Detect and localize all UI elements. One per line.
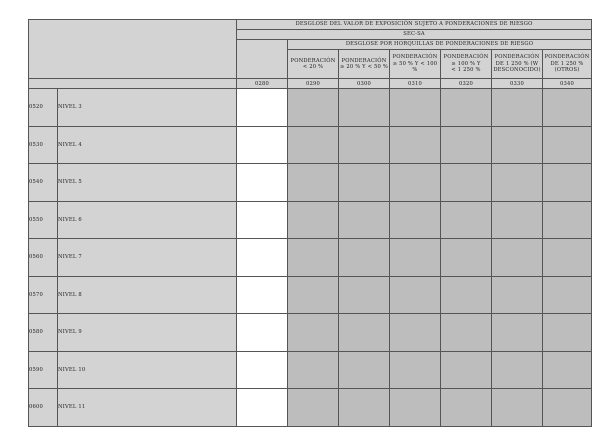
weight-range: < 20 % [302,64,324,70]
shaded-cell-0290 [288,126,339,164]
shaded-cell-0340 [543,276,592,314]
header-weight-100-1250 [441,50,492,79]
row-code: 0540 [29,164,58,202]
column-code: 0280 [237,79,288,89]
row-code: 0530 [29,126,58,164]
header-weight-lt20 [288,50,339,79]
table-row [29,389,592,427]
table-row [29,239,592,277]
shaded-cell-0310 [390,164,441,202]
shaded-cell-0310 [390,389,441,427]
row-code: 0550 [29,201,58,239]
row-code: 0520 [29,89,58,127]
shaded-cell-0290 [288,164,339,202]
shaded-cell-0320 [441,126,492,164]
column-code: 0330 [492,79,543,89]
weight-range-2: (OTROS) [554,67,580,74]
shaded-cell-0330 [492,351,543,389]
shaded-cell-0310 [390,351,441,389]
input-cell-0280[interactable] [237,89,288,127]
weight-title: PONDERACIÓN [494,54,540,61]
shaded-cell-0330 [492,164,543,202]
shaded-cell-0300 [339,276,390,314]
header-weight-1250-unknown [492,50,543,79]
shaded-cell-0320 [441,389,492,427]
row-label: NIVEL 8 [58,276,237,314]
shaded-cell-0300 [339,314,390,352]
shaded-cell-0330 [492,201,543,239]
table-row [29,89,592,127]
shaded-cell-0300 [339,351,390,389]
row-label: NIVEL 9 [58,314,237,352]
shaded-cell-0310 [390,201,441,239]
shaded-cell-0320 [441,314,492,352]
row-label: NIVEL 4 [58,126,237,164]
shaded-cell-0290 [288,314,339,352]
shaded-cell-0290 [288,276,339,314]
row-label: NIVEL 3 [58,89,237,127]
shaded-cell-0340 [543,351,592,389]
row-code: 0570 [29,276,58,314]
shaded-cell-0290 [288,201,339,239]
header-weight-1250-other [543,50,592,79]
shaded-cell-0310 [390,314,441,352]
shaded-cell-0320 [441,164,492,202]
weight-title: PONDERACIÓN [341,57,387,64]
shaded-cell-0340 [543,164,592,202]
shaded-cell-0340 [543,201,592,239]
header-breakdown: DESGLOSE POR HORQUILLAS DE PONDERACIONES DE RIESGO [288,40,592,50]
header-sec-sa: SEC-SA [237,30,592,40]
header-0280-blank [237,40,288,79]
input-cell-0280[interactable] [237,201,288,239]
input-cell-0280[interactable] [237,126,288,164]
shaded-cell-0330 [492,126,543,164]
row-label: NIVEL 5 [58,164,237,202]
row-code: 0580 [29,314,58,352]
shaded-cell-0330 [492,276,543,314]
column-code: 0320 [441,79,492,89]
table-row [29,276,592,314]
shaded-cell-0320 [441,351,492,389]
row-code: 0590 [29,351,58,389]
row-code: 0560 [29,239,58,277]
shaded-cell-0300 [339,201,390,239]
shaded-cell-0330 [492,89,543,127]
shaded-cell-0310 [390,239,441,277]
shaded-cell-0340 [543,126,592,164]
weight-range-2: < 1 250 % [451,67,481,74]
shaded-cell-0300 [339,89,390,127]
shaded-cell-0290 [288,351,339,389]
weight-title: PONDERACIÓN [290,57,336,64]
input-cell-0280[interactable] [237,314,288,352]
row-label: NIVEL 6 [58,201,237,239]
row-label: NIVEL 11 [58,389,237,427]
weight-title: PONDERACIÓN [443,54,489,61]
shaded-cell-0310 [390,126,441,164]
shaded-cell-0320 [441,201,492,239]
column-code: 0340 [543,79,592,89]
input-cell-0280[interactable] [237,164,288,202]
shaded-cell-0330 [492,314,543,352]
shaded-cell-0310 [390,89,441,127]
shaded-cell-0300 [339,164,390,202]
shaded-cell-0300 [339,389,390,427]
weight-range: DE 1 250 % [550,60,584,67]
header-weight-20-50 [339,50,390,79]
shaded-cell-0300 [339,126,390,164]
weight-range-2: DESCONOCIDO) [493,67,541,74]
row-code: 0600 [29,389,58,427]
shaded-cell-0290 [288,239,339,277]
column-code-row [29,79,592,89]
weight-range: ≥ 50 % Y < 100 % [392,60,438,74]
shaded-cell-0320 [441,276,492,314]
shaded-cell-0300 [339,239,390,277]
weight-title: PONDERACIÓN [392,54,438,61]
table-row [29,351,592,389]
row-label: NIVEL 7 [58,239,237,277]
shaded-cell-0330 [492,239,543,277]
shaded-cell-0330 [492,389,543,427]
input-cell-0280[interactable] [237,351,288,389]
shaded-cell-0290 [288,89,339,127]
shaded-cell-0340 [543,314,592,352]
header-weight-50-100 [390,50,441,79]
column-code-blank [29,79,237,89]
row-label: NIVEL 10 [58,351,237,389]
shaded-cell-0340 [543,89,592,127]
shaded-cell-0320 [441,89,492,127]
header-main: DESGLOSE DEL VALOR DE EXPOSICIÓN SUJETO A PONDERACIONES DE RIESGO [237,20,592,30]
exposure-breakdown-table [28,19,592,427]
table-row [29,164,592,202]
shaded-cell-0310 [390,276,441,314]
header-corner [29,20,237,79]
column-code: 0310 [390,79,441,89]
table-body [29,89,592,427]
weight-range: ≥ 20 % Y < 50 % [339,64,389,70]
weight-title: PONDERACIÓN [544,54,590,61]
weight-range: DE 1 250 % (W [495,60,539,67]
shaded-cell-0320 [441,239,492,277]
shaded-cell-0340 [543,239,592,277]
weight-range: ≥ 100 % Y [451,60,481,67]
input-cell-0280[interactable] [237,389,288,427]
table-row [29,201,592,239]
table-row [29,314,592,352]
column-code: 0290 [288,79,339,89]
input-cell-0280[interactable] [237,239,288,277]
shaded-cell-0290 [288,389,339,427]
input-cell-0280[interactable] [237,276,288,314]
shaded-cell-0340 [543,389,592,427]
column-code: 0300 [339,79,390,89]
table-row [29,126,592,164]
